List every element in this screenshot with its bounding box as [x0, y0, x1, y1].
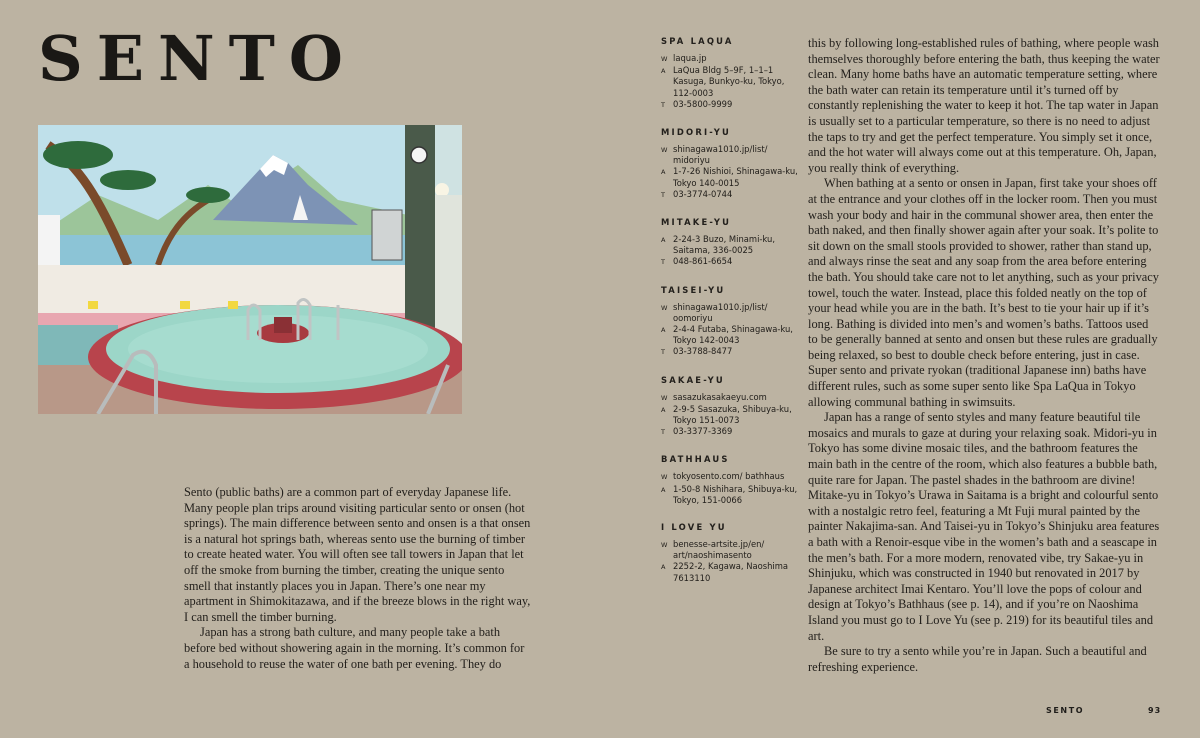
main-text-column: [808, 36, 1161, 675]
row-label: A: [661, 405, 666, 414]
row-label: A: [661, 326, 666, 335]
row-value: 03-3788-8477: [673, 346, 733, 357]
page-title: SENTO: [38, 22, 357, 95]
venue-directory: [661, 35, 801, 599]
venue-row: [661, 426, 801, 438]
venue-row: [661, 256, 801, 268]
row-value: 2-4-4 Futaba, Shinagawa-ku, Tokyo 142-0043: [673, 324, 793, 346]
venue-name: SPA LAQUA: [661, 36, 734, 46]
row-value: sasazukasakaeyu.com: [673, 391, 767, 402]
row-label: A: [661, 485, 666, 494]
intro-text-column: [184, 485, 532, 672]
row-value: 048-861-6654: [673, 256, 733, 267]
row-value: 2-24-3 Buzo, Minami-ku, Saitama, 336-0025: [673, 234, 775, 256]
intro-paragraph: Sento (public baths) are a common part of everyday Japanese life. Many people plan trips around visiting particular sento or onsen (hot springs). The main difference between sento and onsen is a that onsen is a natural hot springs bath, whereas sento use the burning of timber to create heated water. You will often see tall towers in Japan that let off the smoke from burning the timber, creating the unique sento smell that instantly places you in Japan. There’s one near my apartment in Shimokitazawa, and if the breeze blows in the right way, I can smell the timber burning.: [184, 485, 531, 624]
venue-row: [661, 53, 801, 65]
venue-row: [661, 302, 801, 324]
venue-name: BATHHAUS: [661, 454, 730, 465]
running-footer-section: SENTO: [1046, 706, 1085, 715]
venue-name: SAKAE-YU: [661, 374, 725, 385]
venue-row: [661, 484, 801, 506]
row-value: benesse-artsite.jp/en/ art/naoshimasento: [673, 539, 765, 561]
venue-row: [661, 189, 801, 201]
venue-name: TAISEI-YU: [661, 284, 726, 295]
row-value: tokyosento.com/ bathhaus: [673, 471, 785, 482]
row-value: 2-9-5 Sasazuka, Shibuya-ku, Tokyo 151-0073: [673, 403, 792, 426]
row-label: T: [661, 258, 666, 267]
body-paragraph: this by following long-established rules of bathing, where people wash themselves thoroughly before entering the bath, thus keeping the water clean. Many home baths have an automatic temperature setting, where the bath water can retain its temperature until it’s turned off by constantly replenishing the water to keep it hot. The tap water in Japan is usually set to a particular temperature, so there is no need to adjust the taps to try and get the perfect temperature. You simply set it once, and the hot water will always come out at this temperature. Oh, Japan, you really think of everything.: [808, 36, 1160, 175]
row-label: T: [661, 428, 666, 437]
row-label: A: [661, 236, 666, 245]
venue-bathhaus: [661, 453, 801, 506]
row-value: 03-3377-3369: [673, 426, 733, 437]
venue-row: [661, 539, 801, 561]
row-label: T: [661, 100, 666, 109]
page-number: 93: [1148, 706, 1162, 715]
row-label: W: [661, 146, 668, 155]
row-label: T: [661, 348, 666, 357]
row-label: W: [661, 55, 668, 63]
venue-spa-laqua: [661, 35, 801, 111]
row-value: shinagawa1010.jp/list/ oomoriyu: [673, 301, 768, 323]
row-value: 1-50-8 Nishihara, Shibuya-ku, Tokyo, 151-0066: [673, 483, 798, 505]
row-value: LaQua Bldg 5–9F, 1–1–1 Kasuga, Bunkyo-ku, Tokyo, 112-0003: [673, 65, 785, 98]
row-label: W: [661, 541, 668, 550]
row-label: A: [661, 67, 666, 76]
body-paragraph: Be sure to try a sento while you’re in Japan. Such a beautiful and refreshing experience.: [808, 644, 1147, 674]
venue-row: [661, 144, 801, 166]
venue-sakae-yu: [661, 374, 801, 439]
venue-row: [661, 346, 801, 358]
body-paragraph: Japan has a range of sento styles and many feature beautiful tile mosaics and murals to gaze at during your relaxing soak. Midori-yu in Tokyo has some divine mosaic tiles, and the bathroom features the main bath in the centre of the room, which also features a bubble bath, quite rare for Japan. The pastel shades in the bathroom are divine! Mitake-yu in Tokyo’s Urawa in Saitama is a bright and colourful sento with a nostalgic retro feel, featuring a Mt Fuji mural painted by the painter Nakajima-san. And Taisei-yu in Tokyo’s Shinjuku area features a bath with a Renoir-esque vibe in the women’s bath and a seascape in the men’s bath. For a more modern, renovated vibe, try Sakae-yu in Shinjuku, which was constructed in 1940 but renovated in 2017 by Japanese architect Imai Kentaro. You’ll love the pops of colour and design at Tokyo’s Bathhaus (see p. 14), and if you’re on Naoshima Island you must go to I Love Yu (see p. 219) for its beautiful tiles and art.: [808, 410, 1160, 643]
venue-row: [661, 561, 801, 583]
row-value: 1-7-26 Nishioi, Shinagawa-ku, Tokyo 140-0015: [673, 166, 798, 188]
venue-name: I LOVE YU: [661, 522, 727, 533]
body-paragraph: When bathing at a sento or onsen in Japan, first take your shoes off at the entrance and your clothes off in the locker room. Then you must wash your body and hair in the communal shower area, then enter the bath naked, and then finally shower again after your soak. It’s polite to sit down on the small stools provided to shower, rather than stand up, and always rinse the seat and any soap from the area before entering the bath. You should take care not to let anything, such as your privacy towel, touch the water. Instead, place this folded neatly on the top of your head while you are in the bath. It’s best to tie your hair up if it’s long. Bathing is divided into men’s and women’s baths. Tattoos used to be generally banned at sento and onsen but these rules are gradually being relaxed, so best to double check before entering, just in case. Super sento and private ryokan (traditional Japanese inn) baths have different rules, such as some super sento like Spa LaQua in Tokyo allowing communal bathing in swimsuits.: [808, 176, 1159, 409]
venue-row: [661, 404, 801, 426]
venue-name: MIDORI-YU: [661, 127, 731, 138]
row-value: 03-3774-0744: [673, 188, 733, 199]
venue-mitake-yu: [661, 216, 801, 269]
intro-paragraph: Japan has a strong bath culture, and many people take a bath before bed without showering again in the morning. It’s common for a household to reuse the water of one bath per evening. They do: [184, 625, 525, 671]
row-label: T: [661, 190, 666, 199]
row-label: A: [661, 563, 666, 572]
row-label: W: [661, 393, 668, 402]
row-value: laqua.jp: [673, 53, 707, 63]
row-label: W: [661, 473, 668, 482]
venue-i-love-yu: [661, 521, 801, 584]
venue-row: [661, 471, 801, 483]
row-value: 03-5800-9999: [673, 98, 733, 109]
venue-name: MITAKE-YU: [661, 217, 732, 228]
venue-row: [661, 99, 801, 111]
row-value: 2252-2, Kagawa, Naoshima 7613110: [673, 561, 789, 583]
venue-row: [661, 65, 801, 99]
venue-row: [661, 166, 801, 188]
venue-row: [661, 234, 801, 256]
row-label: A: [661, 168, 666, 177]
row-label: W: [661, 303, 668, 312]
venue-midori-yu: [661, 126, 801, 201]
venue-row: [661, 392, 801, 404]
venue-taisei-yu: [661, 284, 801, 359]
venue-row: [661, 324, 801, 346]
sento-bath-photo: [38, 125, 462, 414]
row-value: shinagawa1010.jp/list/ midoriyu: [673, 144, 768, 166]
